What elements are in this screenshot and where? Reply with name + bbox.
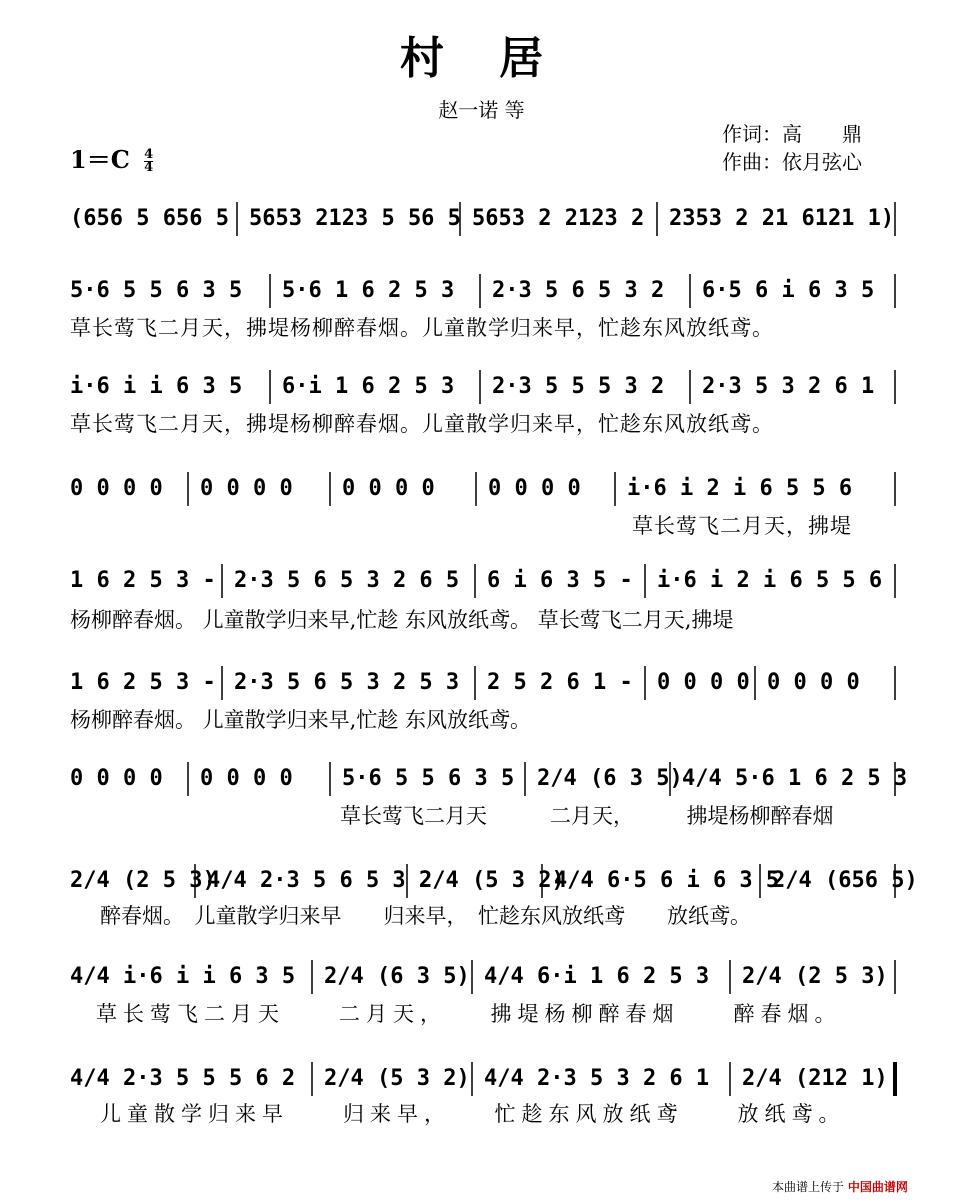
lyric-line: 草长莺飞二月天，拂堤杨柳醉春烟。儿童散学归来早，忙趁东风放纸鸢。 (70, 412, 774, 436)
measure: 4/4 6·5 6 i 6 3 5 (554, 868, 780, 893)
measure: 0 0 0 0 (657, 670, 750, 695)
measure: 5·6 1 6 2 5 3 (282, 278, 455, 303)
song-title: 村 居 (399, 33, 564, 84)
measure: 5·6 5 5 6 3 5 (70, 278, 243, 303)
lyric-line: 草长莺飞二月天，拂堤杨柳醉春烟。儿童散学归来早，忙趁东风放纸鸢。 (70, 316, 774, 340)
lyric-line: 草长莺飞二月天 二月天， 拂堤杨柳醉春烟 (340, 804, 834, 828)
measure: 2·3 5 6 5 3 2 6 5 (234, 568, 460, 593)
measure: 2/4 (2 5 3) (742, 964, 888, 989)
measure: i·6 i i 6 3 5 (70, 374, 243, 399)
measure: 2/4 (2 5 3) (70, 868, 216, 893)
measure: 4/4 i·6 i i 6 3 5 (70, 964, 296, 989)
measure: 2·3 5 6 5 3 2 5 3 (234, 670, 460, 695)
measure: 4/4 2·3 5 6 5 3 2 (207, 868, 433, 893)
lyric-line: 杨柳醉春烟。 儿童散学归来早,忙趁 东风放纸鸢。 (70, 708, 532, 732)
measure: 2/4 (5 3 2) (419, 868, 565, 893)
measure: 0 0 0 0 (488, 476, 581, 501)
measure: 0 0 0 0 (200, 476, 293, 501)
measure: (656 5 656 5 (70, 206, 229, 231)
measure: 2353 2 21 6121 1) (669, 206, 895, 231)
measure: 4/4 5·6 1 6 2 5 3 (682, 766, 908, 791)
measure: 5653 2 2123 2 (472, 206, 645, 231)
composer: 作曲：依月弦心 (722, 150, 862, 174)
measure: 4/4 6·i 1 6 2 5 3 (484, 964, 710, 989)
measure: 2/4 (656 5) (772, 868, 918, 893)
measure: 4/4 2·3 5 3 2 6 1 (484, 1066, 710, 1091)
measure: 0 0 0 0 (70, 476, 163, 501)
footer-text: 本曲谱上传于 (772, 1180, 845, 1194)
measure: 1 6 2 5 3 - (70, 670, 216, 695)
key-label: 1＝C (70, 145, 130, 174)
measure: 5653 2123 5 56 5 (249, 206, 461, 231)
measure: 2/4 (212 1) (742, 1066, 888, 1091)
lyric-line: 草长莺飞二月天 二月天， 拂堤杨柳醉春烟 醉春烟。 (96, 1002, 842, 1026)
measure: 2·3 5 5 5 3 2 (492, 374, 665, 399)
lyricist: 作词：高 鼎 (722, 122, 862, 146)
measure: 0 0 0 0 (767, 670, 860, 695)
measure: 0 0 0 0 (70, 766, 163, 791)
performer: 赵一诺 等 (438, 98, 525, 122)
measure: 2/4 (5 3 2) (324, 1066, 470, 1091)
lyric-line: 杨柳醉春烟。 儿童散学归来早,忙趁 东风放纸鸢。 草长莺飞二月天,拂堤 (70, 608, 734, 632)
measure: 0 0 0 0 (200, 766, 293, 791)
lyric-line: 醉春烟。 儿童散学归来早 归来早， 忙趁东风放纸鸢 放纸鸢。 (100, 904, 751, 928)
measure: 6·5 6 i 6 3 5 (702, 278, 875, 303)
lyric-line: 儿童散学归来早 归来早， 忙趁东风放纸鸢 放纸鸢。 (100, 1102, 846, 1126)
measure: 0 0 0 0 (342, 476, 435, 501)
measure: 6 i 6 3 5 - (487, 568, 633, 593)
measure: 5·6 5 5 6 3 5 (342, 766, 515, 791)
measure: 6·i 1 6 2 5 3 (282, 374, 455, 399)
measure: 2/4 (6 3 5) (324, 964, 470, 989)
measure: 2·3 5 3 2 6 1 (702, 374, 875, 399)
measure: 2·3 5 6 5 3 2 (492, 278, 665, 303)
time-signature-denominator: 4 (144, 160, 154, 175)
site-logo: 中国曲谱网 (847, 1180, 908, 1194)
lyric-line: 草长莺飞二月天，拂堤 (632, 514, 852, 538)
measure: 4/4 2·3 5 5 5 6 2 (70, 1066, 296, 1091)
footer (772, 1178, 908, 1195)
time-signature-numerator: 4 (144, 147, 154, 162)
measure: 2/4 (6 3 5) (537, 766, 683, 791)
measure: 1 6 2 5 3 - (70, 568, 216, 593)
measure: i·6 i 2 i 6 5 5 6 (627, 476, 853, 501)
measure: 2 5 2 6 1 - (487, 670, 633, 695)
measure: i·6 i 2 i 6 5 5 6 (657, 568, 883, 593)
